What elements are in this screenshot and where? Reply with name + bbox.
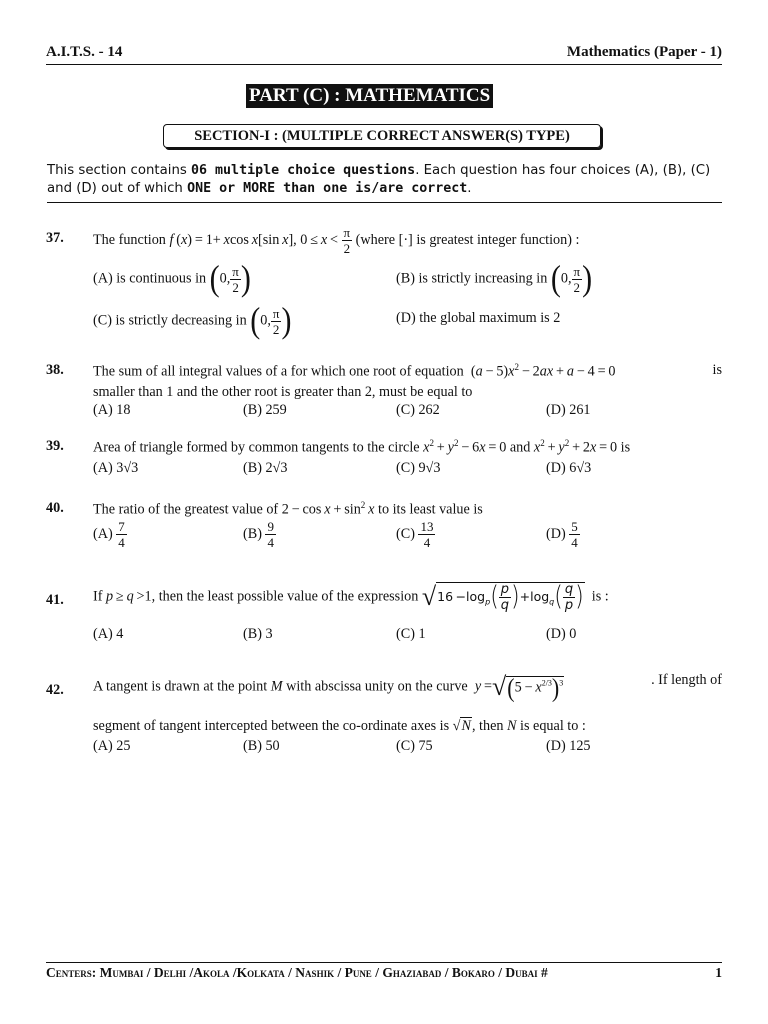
option-c: (C) 262 (396, 402, 440, 418)
option-d: (D) the global maximum is 2 (396, 310, 561, 326)
question-text: If p ≥ q >1, then the least possible value of the expression $√16 -\log_p$( $\frac{p}{q}$ )$+\log_q$( $\frac{q}{p}$ ) is : (93, 581, 609, 613)
option-b: (B) is strictly increasing in (0, $\frac{\pi}{2}$ ) (396, 258, 593, 299)
question-text-line2: smaller than 1 and the other root is greater than 2, must be equal to (93, 384, 473, 400)
option-a: (A) 25 (93, 738, 131, 754)
question-text: A tangent is drawn at the point M with abscissa unity on the curve $y =√(5 - x^{2/3})^3$ . If length of (93, 671, 722, 702)
question-text: Area of triangle formed by common tangents to the circle $x^2 + y^2 - 6x = 0$ and $x^2 + y^2 + 2x = 0$ is (93, 438, 631, 456)
page-footer (46, 962, 722, 981)
option-c: (C) $\frac{13}{4}$ (396, 519, 434, 550)
page-number: 1 (715, 965, 722, 980)
question-number: 37. (46, 230, 64, 246)
option-c: (C) 75 (396, 738, 433, 754)
option-d: (D) 6√3 (546, 460, 592, 476)
option-b: (B) $\frac{9}{4}$ (243, 519, 274, 550)
option-b: (B) 2√3 (243, 460, 288, 476)
question-number: 38. (46, 362, 64, 378)
option-c: (C) 9√3 (396, 460, 441, 476)
test-code: A.I.T.S. - 14 (46, 44, 123, 60)
option-a: (A) 18 (93, 402, 131, 418)
centers-list: Centers: Mumbai / Delhi /Akola /Kolkata / Nashik / Pune / Ghaziabad / Bokaro / Dubai # (46, 965, 548, 980)
question-number: 41. (46, 592, 64, 608)
question-42 (46, 668, 722, 758)
option-d: (D) 261 (546, 402, 591, 418)
question-text: The sum of all integral values of a for which one root of equation $(a - 5)x^2 - 2ax + a - 4 = 0$ is (93, 362, 722, 380)
question-text: The function f (x) = 1+ xcos x[sin x], 0 ≤ x < $\frac{\pi}{2}$ (where [·] is greatest integer function) : (93, 225, 580, 256)
question-text-line2: segment of tangent intercepted between the co-ordinate axes is √N, then N is equal to : (93, 718, 586, 734)
option-c: (C) 1 (396, 626, 426, 642)
option-c: (C) is strictly decreasing in (0, $\frac{\pi}{2}$ ) (93, 300, 292, 341)
paper-name: Mathematics (Paper - 1) (566, 44, 722, 60)
option-a: (A) is continuous in (0, $\frac{\pi}{2}$ ) (93, 258, 251, 299)
question-number: 42. (46, 682, 64, 698)
section-instructions: This section contains 06 multiple choice questions. Each question has four choices (A), (B), (C) and (D) out of which ONE or MORE than one is/are correct. (47, 162, 722, 203)
question-38 (46, 362, 722, 422)
option-b: (B) 50 (243, 738, 280, 754)
option-a: (A) 3√3 (93, 460, 139, 476)
question-40 (46, 500, 722, 560)
question-39 (46, 438, 722, 478)
section-title: SECTION-I : (MULTIPLE CORRECT ANSWER(S) TYPE) (163, 124, 601, 148)
question-number: 40. (46, 500, 64, 516)
option-b: (B) 3 (243, 626, 273, 642)
option-d: (D) $\frac{5}{4}$ (546, 519, 578, 550)
option-b: (B) 259 (243, 402, 287, 418)
page-header (46, 42, 722, 65)
part-title: PART (C) : MATHEMATICS (246, 84, 493, 108)
option-d: (D) 0 (546, 626, 577, 642)
question-text: The ratio of the greatest value of $2 - \cos x + \sin^2 x$ to its least value is (93, 500, 483, 518)
option-d: (D) 125 (546, 738, 591, 754)
option-a: (A) 4 (93, 626, 124, 642)
question-37 (46, 226, 722, 346)
question-41 (46, 578, 722, 642)
option-a: (A) $\frac{7}{4}$ (93, 519, 125, 550)
question-number: 39. (46, 438, 64, 454)
